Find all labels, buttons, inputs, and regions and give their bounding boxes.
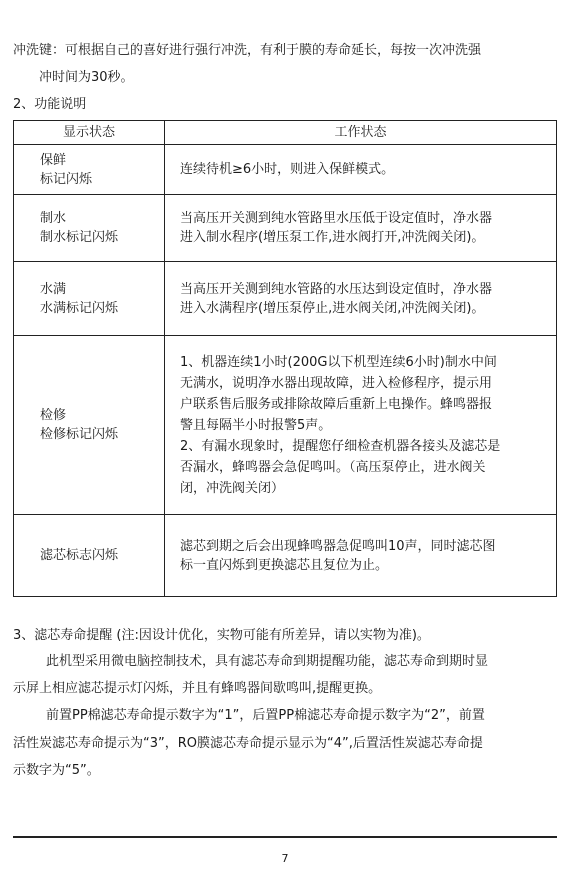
state-text: 滤芯标志闪烁 <box>40 548 119 563</box>
state-cell-maintenance <box>14 336 165 515</box>
work-text: 当高压开关测到纯水管路的水压达到设定值时，净水器 <box>180 281 493 297</box>
intro-line-1: 冲洗键：可根据自己的喜好进行强行冲洗，有利于膜的寿命延长，每按一次冲洗强 <box>13 43 482 58</box>
state-cell-water-full <box>14 262 165 336</box>
intro-line-2: 冲时间为30秒。 <box>39 70 134 85</box>
header-work-state: 工作状态 <box>165 121 557 145</box>
work-text: 进入水满程序(增压泵停止,进水阀关闭,冲洗阀关闭)。 <box>180 300 485 316</box>
table-row <box>14 262 557 336</box>
work-text: 2、有漏水现象时，提醒您仔细检查机器各接头及滤芯是 <box>180 438 501 454</box>
work-text: 进入制水程序(增压泵工作,进水阀打开,冲洗阀关闭)。 <box>180 230 485 245</box>
state-text: 保鲜 <box>40 152 67 168</box>
table-row <box>14 195 557 262</box>
state-cell-fresh <box>14 145 165 195</box>
state-cell-making-water <box>14 195 165 262</box>
state-text: 制水标记闪烁 <box>40 230 119 245</box>
work-text: 当高压开关测到纯水管路里水压低于设定值时，净水器 <box>180 211 493 226</box>
table-row <box>14 145 557 195</box>
work-text: 1、机器连续1小时(200G以下机型连续6小时)制水中间 <box>180 354 497 370</box>
section-3-para-2-line-2: 活性炭滤芯寿命提示为“3”，RO膜滤芯寿命提示显示为“4”,后置活性炭滤芯寿命提 <box>13 736 483 751</box>
work-cell-filter <box>165 515 557 597</box>
work-cell-maintenance <box>165 336 557 515</box>
work-text: 连续待机≥6小时，则进入保鲜模式。 <box>180 162 395 177</box>
header-display-state: 显示状态 <box>14 121 165 145</box>
state-text: 水满 <box>40 281 67 297</box>
work-cell-making-water <box>165 195 557 262</box>
section-3-heading: 3、滤芯寿命提醒 (注:因设计优化，实物可能有所差异，请以实物为准)。 <box>13 628 430 643</box>
section-2-heading: 2、功能说明 <box>13 97 87 112</box>
state-text: 标记闪烁 <box>40 171 93 187</box>
table-row <box>14 336 557 515</box>
work-text: 标一直闪烁到更换滤芯且复位为止。 <box>180 557 389 573</box>
work-text: 否漏水，蜂鸣器会急促鸣叫。（高压泵停止，进水阀关 <box>180 459 486 475</box>
footer-divider <box>13 836 557 838</box>
page-number: 7 <box>281 852 289 865</box>
state-cell-filter <box>14 515 165 597</box>
work-text: 滤芯到期之后会出现蜂鸣器急促鸣叫10声，同时滤芯图 <box>180 538 496 554</box>
work-text: 警且每隔半小时报警5声。 <box>180 417 332 433</box>
work-text: 无满水，说明净水器出现故障，进入检修程序，提示用 <box>180 375 493 391</box>
section-3-para-2-line-3: 示数字为“5”。 <box>13 763 100 778</box>
work-text: 闭，冲洗阀关闭） <box>180 480 285 496</box>
state-text: 检修标记闪烁 <box>40 427 119 442</box>
work-cell-water-full <box>165 262 557 336</box>
state-text: 水满标记闪烁 <box>40 300 119 316</box>
section-3-para-1-line-1: 此机型采用微电脑控制技术，具有滤芯寿命到期提醒功能，滤芯寿命到期时显 <box>46 654 489 669</box>
section-3-para-1-line-2: 示屏上相应滤芯提示灯闪烁，并且有蜂鸣器间歇鸣叫,提醒更换。 <box>13 681 382 696</box>
state-text: 检修 <box>40 408 67 423</box>
work-text: 户联系售后服务或排除故障后重新上电操作。蜂鸣器报 <box>180 396 493 412</box>
work-cell-fresh <box>165 145 557 195</box>
state-text: 制水 <box>40 211 67 226</box>
table-header-row <box>14 121 557 145</box>
table-row <box>14 515 557 597</box>
function-table <box>13 120 557 597</box>
section-3-para-2-line-1: 前置PP棉滤芯寿命提示数字为“1”，后置PP棉滤芯寿命提示数字为“2”，前置 <box>46 708 485 723</box>
